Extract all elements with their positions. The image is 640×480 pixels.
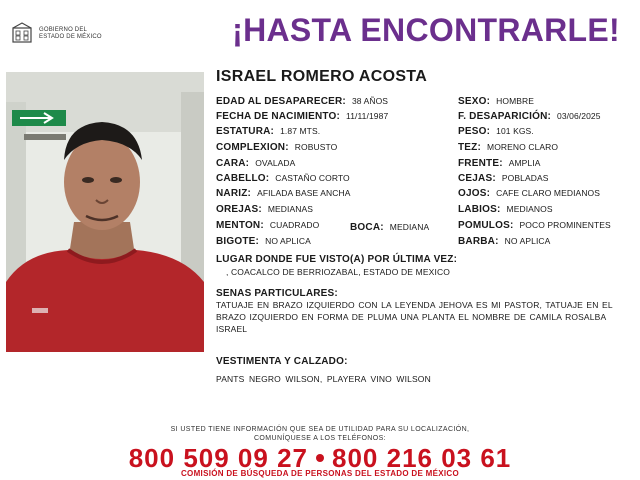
bullet-dot-icon — [316, 454, 324, 462]
clothing-title: VESTIMENTA Y CALZADO: — [216, 356, 348, 367]
field-peso: PESO: 101 KGS. — [458, 126, 534, 137]
field-boca: BOCA: MEDIANA — [350, 222, 430, 233]
person-name: ISRAEL ROMERO ACOSTA — [216, 68, 428, 85]
field-fecha-nacimiento: FECHA DE NACIMIENTO: 11/11/1987 — [216, 111, 389, 122]
field-tez: TEZ: MORENO CLARO — [458, 142, 559, 153]
clothing-text: PANTS NEGRO WILSON, PLAYERA VINO WILSON — [216, 374, 431, 384]
logo-line-1: GOBIERNO DEL — [39, 27, 88, 33]
logo-line-2: ESTADO DE MÉXICO — [39, 34, 102, 40]
field-menton: MENTON: CUADRADO — [216, 220, 320, 231]
contact-note-line-1: SI USTED TIENE INFORMACIÓN QUE SEA DE UTILIDAD PARA SU LOCALIZACIÓN, — [170, 426, 470, 433]
headline: ¡HASTA ENCONTRARLE! — [232, 12, 620, 48]
field-cabello: CABELLO: CASTAÑO CORTO — [216, 173, 350, 184]
features-title: SENAS PARTICULARES: — [216, 288, 338, 299]
commission-name: COMISIÓN DE BÚSQUEDA DE PERSONAS DEL ESTADO DE MÉXICO — [180, 469, 459, 478]
field-barba: BARBA: NO APLICA — [458, 236, 551, 247]
phone-number-2[interactable]: 800 216 03 61 — [332, 443, 512, 473]
features-text: TATUAJE EN BRAZO IZQUIERDO CON LA LEYENDA JEHOVA ES MI PASTOR, TATUAJE EN EL BRAZO IZQUIERDO EN FORMA DE PLUMA UNA PLANTA EL NOMBRE DE CAMILA ROSALBA ISRAEL — [216, 300, 613, 334]
field-nariz: NARIZ: AFILADA BASE ANCHA — [216, 188, 351, 199]
field-frente: FRENTE: AMPLIA — [458, 158, 541, 169]
field-cejas: CEJAS: POBLADAS — [458, 173, 549, 184]
field-labios: LABIOS: MEDIANOS — [458, 204, 553, 215]
field-f-desaparicion: F. DESAPARICIÓN: 03/06/2025 — [458, 111, 601, 122]
coat-of-arms-icon — [10, 22, 34, 46]
contact-note-line-2: COMUNÍQUESE A LOS TELÉFONOS: — [253, 435, 387, 442]
logo-text — [39, 27, 102, 41]
person-photo — [6, 72, 204, 352]
last-seen-title: LUGAR DONDE FUE VISTO(A) POR ÚLTIMA VEZ: — [216, 254, 458, 265]
last-seen-text: , COACALCO DE BERRIOZABAL, ESTADO DE MEXICO — [226, 267, 451, 277]
field-cara: CARA: OVALADA — [216, 158, 296, 169]
field-sexo: SEXO: HOMBRE — [458, 96, 535, 107]
field-complexion: COMPLEXION: ROBUSTO — [216, 142, 338, 153]
field-edad: EDAD AL DESAPARECER: 38 AÑOS — [216, 96, 389, 107]
phone-number-1[interactable]: 800 509 09 27 — [128, 443, 308, 473]
field-bigote: BIGOTE: NO APLICA — [216, 236, 311, 247]
field-orejas: OREJAS: MEDIANAS — [216, 204, 314, 215]
field-ojos: OJOS: CAFE CLARO MEDIANOS — [458, 188, 601, 199]
field-estatura: ESTATURA: 1.87 MTS. — [216, 126, 321, 137]
field-pomulos: POMULOS: POCO PROMINENTES — [458, 220, 611, 231]
government-logo — [10, 20, 120, 48]
